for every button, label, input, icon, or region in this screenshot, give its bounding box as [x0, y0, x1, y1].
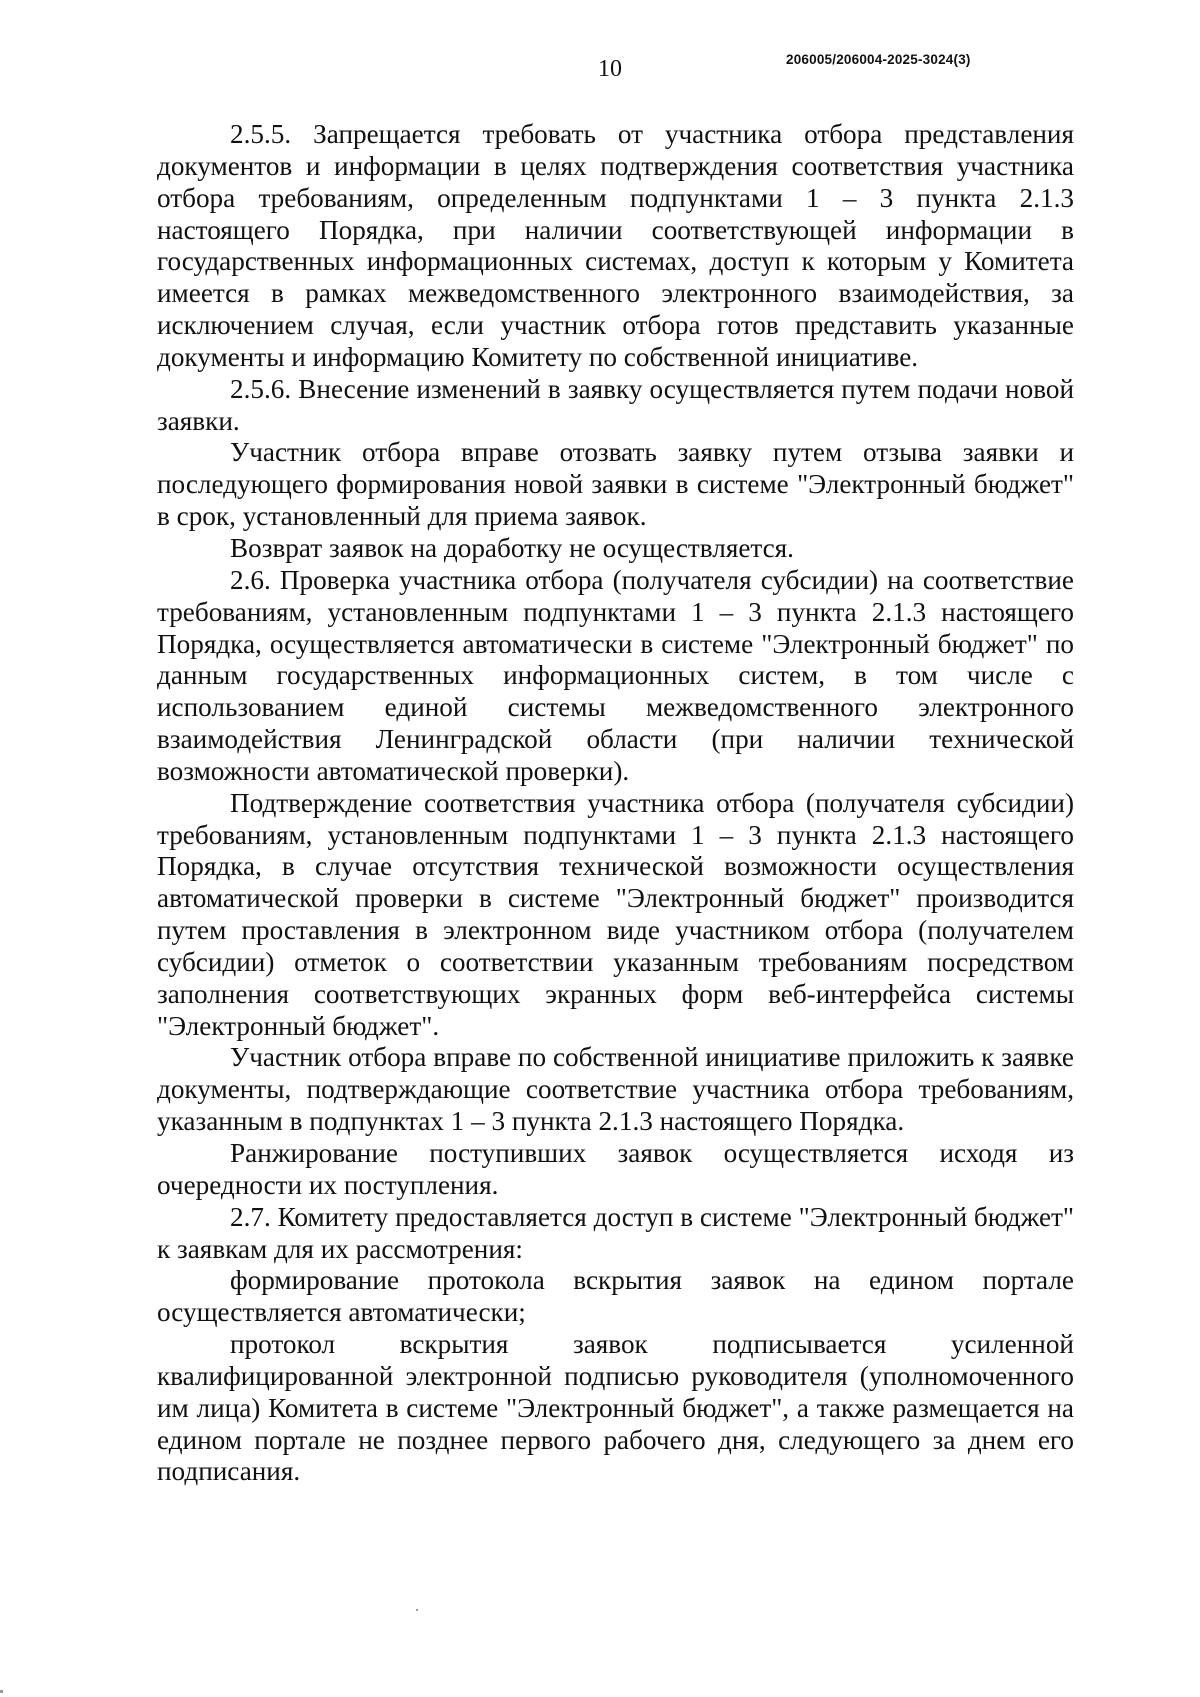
page-number: 10 — [598, 56, 622, 82]
document-body — [157, 119, 1074, 1488]
paragraph-no-return: Возврат заявок на доработку не осуществляется. — [230, 532, 794, 563]
scan-artifact — [416, 1609, 418, 1611]
paragraph-2-7: 2.7. Комитету предоставляется доступ в системе "Электронный бюджет" к заявкам для их рассмотрения: — [157, 1201, 1074, 1264]
paragraph-2-5-6: 2.5.6. Внесение изменений в заявку осуществляется путем подачи новой заявки. — [157, 373, 1074, 436]
paragraph-ranking: Ранжирование поступивших заявок осуществляется исходя из очередности их поступления. — [157, 1138, 1074, 1200]
paragraph-withdraw-application: Участник отбора вправе отозвать заявку путем отзыва заявки и последующего формирования новой заявки в системе "Электронный бюджет" в срок, установленный для приема заявок. — [157, 437, 1074, 532]
paragraph-protocol-formation: формирование протокола вскрытия заявок на едином портале осуществляется автоматически; — [157, 1265, 1074, 1328]
paragraph-2-6: 2.6. Проверка участника отбора (получателя субсидии) на соответствие требованиям, установленным подпунктами 1 – 3 пункта 2.1.3 настоящего Порядка, осуществляется автоматически в системе "Электронный бюджет" по данным государственных информационных систем, в том числе с использованием единой системы межведомственного электронного взаимодействия Ленинградской области (при наличии технической возможности автоматической проверки). — [157, 564, 1074, 786]
paragraph-protocol-signing: протокол вскрытия заявок подписывается усиленной квалифицированной электронной подписью руководителя (уполномоченного им лица) Комитета в системе "Электронный бюджет", а также размещается на едином портале не позднее первого рабочего дня, следующего за днем его подписания. — [157, 1329, 1074, 1487]
document-id: 206005/206004-2025-3024(3) — [786, 52, 971, 67]
paragraph-2-5-5: 2.5.5. Запрещается требовать от участника отбора представления документов и информации в целях подтверждения соответствия участника отбора требованиям, определенным подпунктами 1 – 3 пункта 2.1.3 настоящего Порядка, при наличии соответствующей информации в государственных информационных системах, доступ к которым у Комитета имеется в рамках межведомственного электронного взаимодействия, за исключением случая, если участник отбора готов представить указанные документы и информацию Комитету по собственной инициативе. — [157, 119, 1074, 372]
scan-artifact — [0, 1690, 3, 1693]
paragraph-attach-documents: Участник отбора вправе по собственной инициативе приложить к заявке документы, подтверждающие соответствие участника отбора требованиям, указанным в подпунктах 1 – 3 пункта 2.1.3 настоящего Порядка. — [157, 1042, 1074, 1137]
paragraph-confirmation: Подтверждение соответствия участника отбора (получателя субсидии) требованиям, установленным подпунктами 1 – 3 пункта 2.1.3 настоящего Порядка, в случае отсутствия технической возможности осуществления автоматической проверки в системе "Электронный бюджет" производится путем проставления в электронном виде участником отбора (получателем субсидии) отметок о соответствии указанным требованиям посредством заполнения соответствующих экранных форм веб-интерфейса системы "Электронный бюджет". — [157, 787, 1074, 1041]
